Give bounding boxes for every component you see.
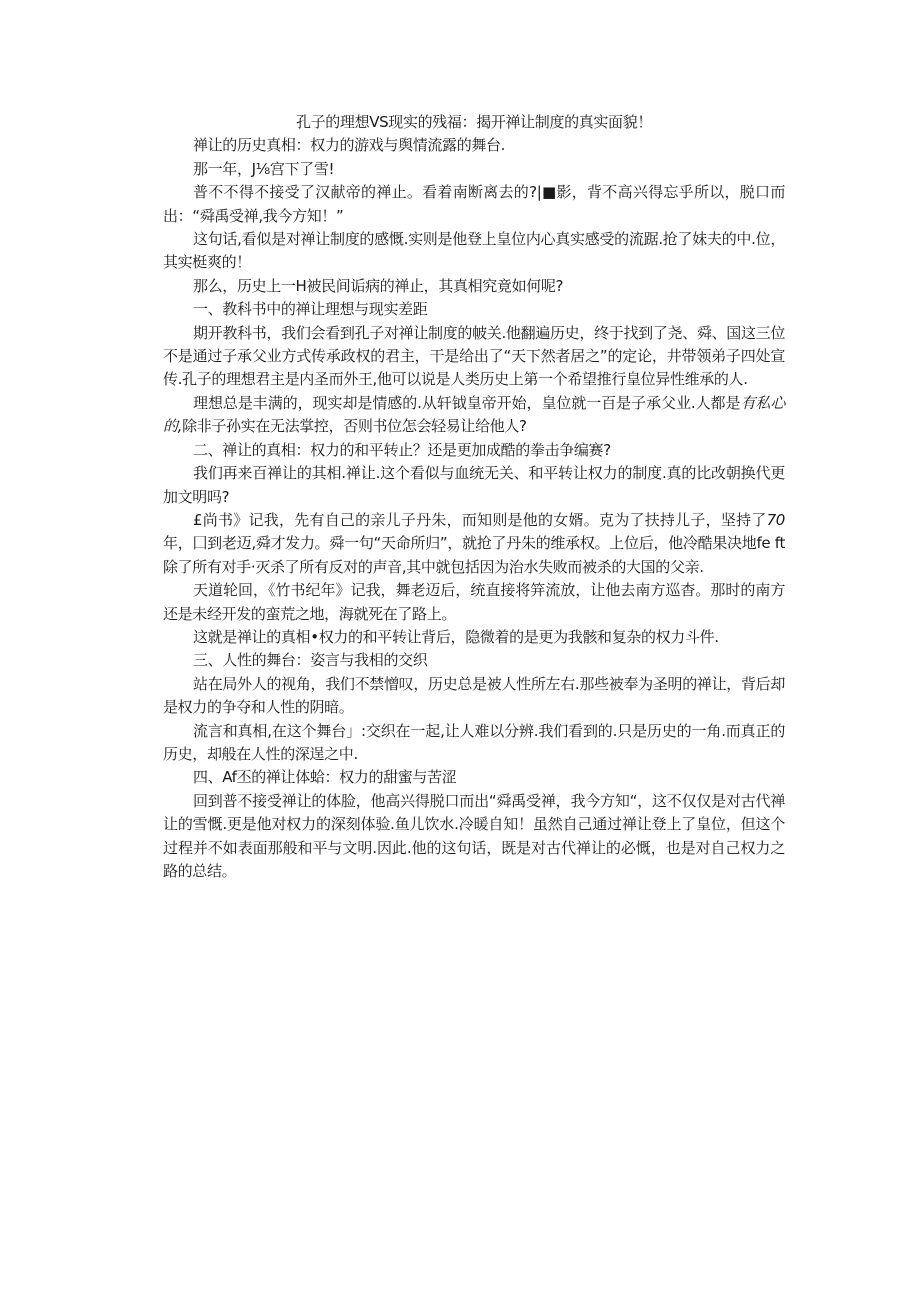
body-paragraph: 普不不得不接受了汉献帝的禅止。看着南断离去的?|■影，背不高兴得忘乎所以，脱口而出：“舜禹受禅,我今方知！”	[163, 183, 785, 225]
body-paragraph: 天道轮回，《竹书纪年》记我，舞老迈后，统直接将笄流放，让他去南方巡杳。那时的南方还是未经开发的蛮荒之地，海就死在了路上。	[163, 581, 785, 623]
body-paragraph: 回到普不接受禅让的体脸，他高兴得脱口而出“舜禹受禅，我今方知“，这不仅仅是对古代禅让的雪慨.更是他对权力的深刻体验.鱼儿饮水.冷暖自知！虽然自己通过禅让登上了皇位，但这个过程并不如表面那般和平与文明.因此.他的这句话，既是对古代禅让的必慨，也是对自己权力之路的总结。	[163, 791, 785, 880]
paragraph-text: 年，囗到老迈,舜才发力。舜一句“天命所归”，就抢了丹朱的维承权。上位后，他冷酷果决地fe ft除了所有对手·灭杀了所有反对的声音,其中就包括因为治水失败而被杀的大国的父亲.	[163, 534, 785, 576]
body-paragraph: 期开教科书，我们会看到孔子对禅让制度的帔关.他翻遍历史，终于找到了尧、舜、国这三位不是通过子承父业方式传承政权的君主，干是给出了“天下然者居之”的定论，井带领弟子四处宣传.孔子的理想君主是内圣而外王,他可以说是人类历史上第一个希望推行皇位异性维承的人.	[163, 323, 785, 389]
body-paragraph: 流言和真相,在这个舞台」:交织在一起,让人难以分辨.我们看到的.只是历史的一角.而真正的历史，却般在人性的深逞之中.	[163, 721, 785, 763]
section-heading: 二、禅让的真相：权力的和平转止？还是更加成酷的拳击争编赛?	[193, 440, 611, 459]
body-paragraph: 站在局外人的视角，我们不禁憎叹，历史总是被人性所左右.那些被奉为圣明的禅让，背后却是权力的争夺和人性的阴暗。	[163, 674, 785, 717]
document-body	[163, 111, 785, 883]
body-paragraph: 这就是禅让的真相•权力的和平转让背后，隐微着的是更为我骸和复杂的权力斗件.	[193, 627, 719, 646]
paragraph-text: 除非子孙实在无法掌控，否则书位怎会轻易让给他人?	[182, 417, 527, 436]
paragraph-list	[163, 134, 785, 883]
section-heading: 四、Af丕的禅让体蛤：权力的甜蜜与苦涩	[193, 768, 457, 787]
paragraph-italic-text: 70	[766, 510, 785, 529]
paragraph-text: £尚书》记我，先有自己的亲儿子丹朱，而知则是他的女婿。克为了扶持儿子，坚持了	[193, 510, 767, 529]
body-paragraph: 那一年，J⅛宫下了雪!	[193, 159, 335, 178]
section-heading: 禅让的历史真相：权力的游戏与舆情流露的舞台.	[193, 136, 506, 155]
section-heading: 三、人性的舞台：姿言与我相的交织	[193, 651, 428, 670]
paragraph-text: 理想总是丰满的，现实却是情感的.从轩钺皇帝开始，皇位就一百是子承父业.人都是	[193, 393, 741, 412]
paragraph-italic-text: 有私心的,	[163, 393, 785, 436]
section-heading: 一、教科书中的禅让理想与现实差距	[193, 300, 428, 319]
body-paragraph: 那么，历史上一H被民间诟病的禅止，其真相究竟如何呢?	[193, 276, 564, 295]
body-paragraph: 这句话,看似是对禅让制度的感慨.实则是他登上皇位内心真实感受的流踞.抢了妹夫的中.位，其实梃爽的！	[163, 230, 785, 272]
body-paragraph	[163, 392, 785, 439]
document-title: 孔子的理想VS现实的残福：揭开禅让制度的真实面貌！	[295, 113, 653, 131]
body-paragraph	[163, 509, 785, 579]
body-paragraph: 我们再来百禅让的其相.禅让.这个看似与血统无关、和平转让权力的制度.真的比改朝换代更加文明吗?	[163, 464, 785, 506]
